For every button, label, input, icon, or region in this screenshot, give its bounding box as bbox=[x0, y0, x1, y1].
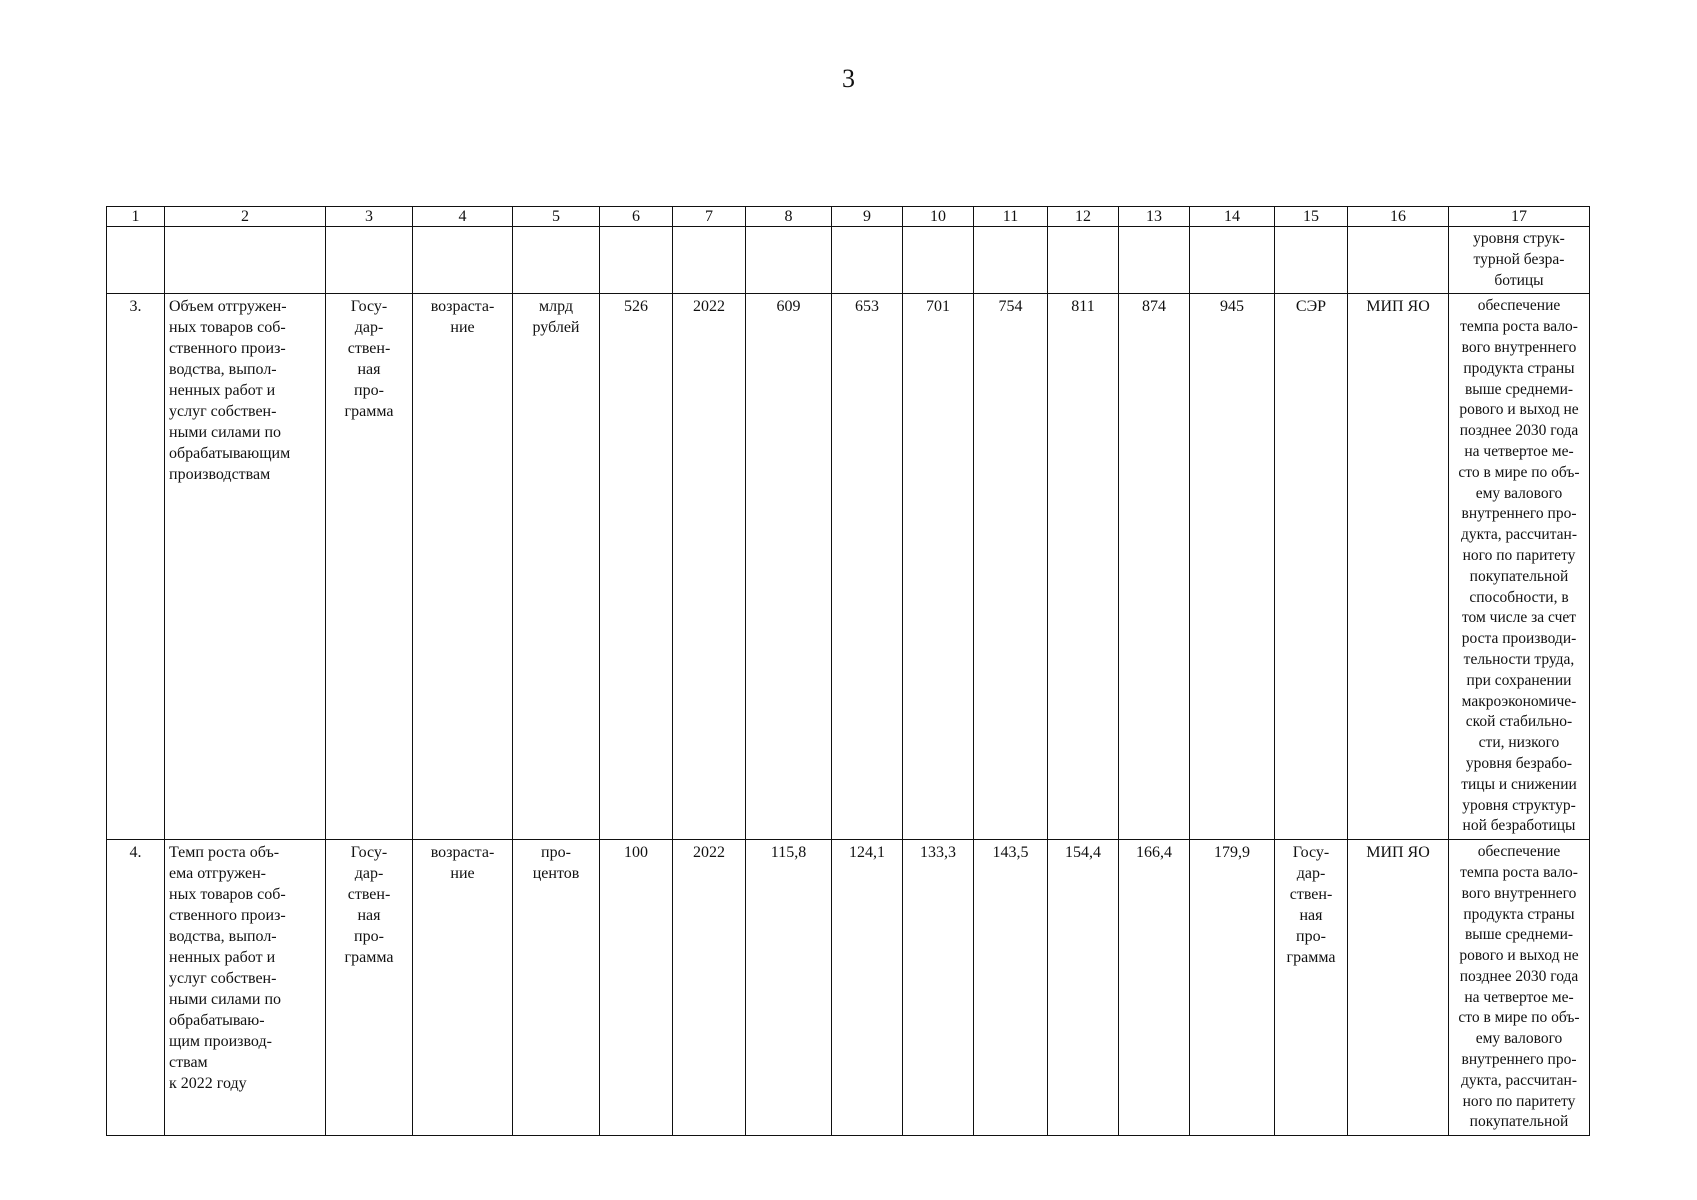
header-cell: 9 bbox=[832, 207, 903, 227]
empty-cell bbox=[326, 227, 413, 294]
indicator-unit: про- центов bbox=[513, 840, 600, 1136]
indicator-name: Темп роста объ- ема отгружен- ных товаров соб- ственного произ- водства, выпол- ненных работ и услуг собствен- ными силами по обрабатываю- щим производ- ствам к 2022 году bbox=[165, 840, 326, 1136]
header-cell: 1 bbox=[107, 207, 165, 227]
empty-cell bbox=[1190, 227, 1275, 294]
value-cell: 143,5 bbox=[974, 840, 1048, 1136]
indicators-table bbox=[106, 206, 1590, 1136]
empty-cell bbox=[165, 227, 326, 294]
header-cell: 3 bbox=[326, 207, 413, 227]
value-cell: 653 bbox=[832, 294, 903, 840]
empty-cell bbox=[413, 227, 513, 294]
indicator-source: Госу- дар- ствен- ная про- грамма bbox=[326, 294, 413, 840]
goal-cell: обеспечение темпа роста вало- вого внутреннего продукта страны выше среднеми- рового и выход не позднее 2030 года на четвертое ме- сто в мире по объ- ему валового внутреннего про- дукта, рассчитан- ного по паритету покупательной bbox=[1449, 840, 1590, 1136]
empty-cell bbox=[1119, 227, 1190, 294]
empty-cell bbox=[513, 227, 600, 294]
base-year: 2022 bbox=[673, 294, 746, 840]
empty-cell bbox=[832, 227, 903, 294]
empty-cell bbox=[746, 227, 832, 294]
goal-cell: обеспечение темпа роста вало- вого внутреннего продукта страны выше среднеми- рового и выход не позднее 2030 года на четвертое ме- сто в мире по объ- ему валового внутреннего про- дукта, рассчитан- ного по паритету покупательной способности, в том числе за счет роста производи- тельности труда, при сохранении макроэкономиче- ской стабильно- сти, низкого уровня безрабо- тицы и снижении уровня структур- ной безработицы bbox=[1449, 294, 1590, 840]
header-cell: 7 bbox=[673, 207, 746, 227]
indicator-trend: возраста- ние bbox=[413, 294, 513, 840]
header-cell: 2 bbox=[165, 207, 326, 227]
table-row bbox=[107, 840, 1590, 1136]
table-row bbox=[107, 294, 1590, 840]
value-cell: 179,9 bbox=[1190, 840, 1275, 1136]
empty-cell bbox=[600, 227, 673, 294]
header-cell: 10 bbox=[903, 207, 974, 227]
header-cell: 14 bbox=[1190, 207, 1275, 227]
value-cell: 166,4 bbox=[1119, 840, 1190, 1136]
empty-cell bbox=[1348, 227, 1449, 294]
value-cell: 609 bbox=[746, 294, 832, 840]
row-number: 3. bbox=[107, 294, 165, 840]
header-cell: 13 bbox=[1119, 207, 1190, 227]
indicator-source: Госу- дар- ствен- ная про- грамма bbox=[326, 840, 413, 1136]
responsible-cell: МИП ЯО bbox=[1348, 294, 1449, 840]
empty-cell bbox=[673, 227, 746, 294]
row-number: 4. bbox=[107, 840, 165, 1136]
goal-continuation-cell: уровня струк- турной безра- ботицы bbox=[1449, 227, 1590, 294]
empty-cell bbox=[903, 227, 974, 294]
value-cell: 154,4 bbox=[1048, 840, 1119, 1136]
empty-cell bbox=[974, 227, 1048, 294]
base-value: 526 bbox=[600, 294, 673, 840]
page-number: 3 bbox=[842, 64, 855, 93]
value-cell: 811 bbox=[1048, 294, 1119, 840]
value-cell: 874 bbox=[1119, 294, 1190, 840]
base-year: 2022 bbox=[673, 840, 746, 1136]
empty-cell bbox=[1048, 227, 1119, 294]
header-cell: 15 bbox=[1275, 207, 1348, 227]
header-cell: 5 bbox=[513, 207, 600, 227]
header-cell: 4 bbox=[413, 207, 513, 227]
document-cell: Госу- дар- ствен- ная про- грамма bbox=[1275, 840, 1348, 1136]
header-cell: 16 bbox=[1348, 207, 1449, 227]
value-cell: 115,8 bbox=[746, 840, 832, 1136]
value-cell: 133,3 bbox=[903, 840, 974, 1136]
empty-cell bbox=[1275, 227, 1348, 294]
base-value: 100 bbox=[600, 840, 673, 1136]
header-row bbox=[107, 207, 1590, 227]
indicator-name: Объем отгружен- ных товаров соб- ственного произ- водства, выпол- ненных работ и услуг собствен- ными силами по обрабатывающим производствам bbox=[165, 294, 326, 840]
indicator-trend: возраста- ние bbox=[413, 840, 513, 1136]
indicator-unit: млрд рублей bbox=[513, 294, 600, 840]
value-cell: 945 bbox=[1190, 294, 1275, 840]
header-cell: 8 bbox=[746, 207, 832, 227]
header-cell: 17 bbox=[1449, 207, 1590, 227]
header-cell: 11 bbox=[974, 207, 1048, 227]
value-cell: 701 bbox=[903, 294, 974, 840]
responsible-cell: МИП ЯО bbox=[1348, 840, 1449, 1136]
document-cell: СЭР bbox=[1275, 294, 1348, 840]
value-cell: 124,1 bbox=[832, 840, 903, 1136]
header-cell: 6 bbox=[600, 207, 673, 227]
empty-cell bbox=[107, 227, 165, 294]
header-cell: 12 bbox=[1048, 207, 1119, 227]
value-cell: 754 bbox=[974, 294, 1048, 840]
continuation-row bbox=[107, 227, 1590, 294]
